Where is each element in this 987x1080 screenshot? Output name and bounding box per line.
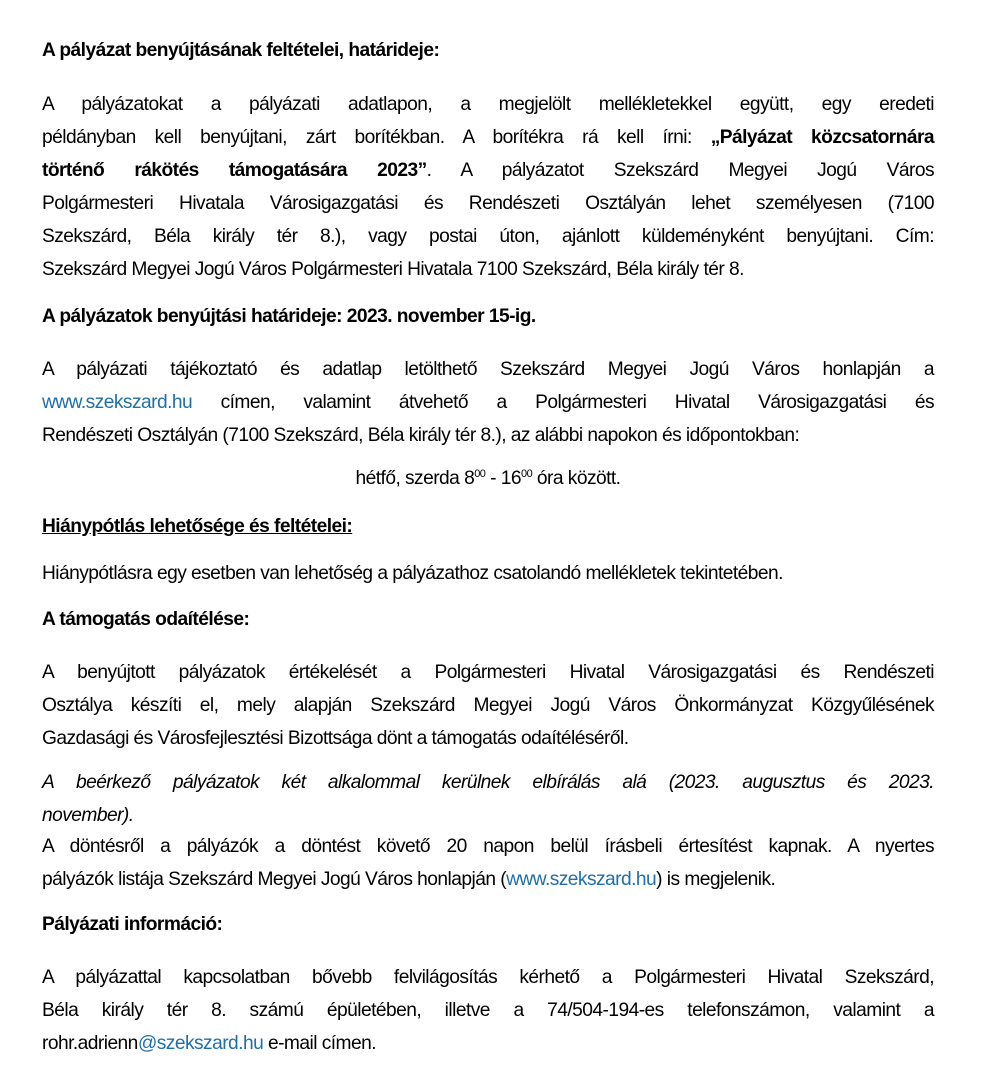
- conditions-line-5: Szekszárd, Béla király tér 8.), vagy postai úton, ajánlott küldeményként benyújtani. Cím:: [42, 226, 934, 247]
- conditions-paragraph: [42, 88, 934, 286]
- deficiency-text: Hiánypótlásra egy esetben van lehetőség a pályázathoz csatolandó mellékletek tekintetében.: [42, 563, 783, 584]
- info-line-3: [42, 1027, 934, 1060]
- deadline-heading: A pályázatok benyújtási határideje: 2023. november 15-ig.: [42, 306, 536, 327]
- conditions-line-2-text: példányban kell benyújtani, zárt borítékban. A borítékra rá kell írni:: [42, 127, 711, 148]
- evaluation-note: [42, 766, 934, 832]
- notice-line-2-prefix: pályázók listája Szekszárd Megyei Jogú Város honlapján (: [42, 869, 507, 890]
- hours-suffix: óra között.: [532, 468, 621, 489]
- deficiency-heading: Hiánypótlás lehetősége és feltételei:: [42, 516, 353, 537]
- award-line-3: Gazdasági és Városfejlesztési Bizottsága dönt a támogatás odaítéléséről.: [42, 728, 629, 749]
- email-user: rohr.adrienn: [42, 1033, 138, 1054]
- hours-mid: - 16: [485, 468, 521, 489]
- download-line-2-text: címen, valamint átvehető a Polgármesteri Hivatal Városigazgatási és: [192, 392, 934, 413]
- conditions-heading: A pályázat benyújtásának feltételei, határideje:: [42, 40, 440, 61]
- award-line-1: A benyújtott pályázatok értékelését a Polgármesteri Hivatal Városigazgatási és Rendészeti: [42, 662, 934, 683]
- email-domain-link[interactable]: @szekszard.hu: [137, 1033, 264, 1054]
- notice-line-1: A döntésről a pályázók a döntést követő 20 napon belül írásbeli értesítést kapnak. A nyertes: [42, 836, 934, 857]
- download-paragraph: [42, 353, 934, 452]
- conditions-line-1: A pályázatokat a pályázati adatlapon, a megjelölt mellékletekkel együtt, egy eredeti: [42, 94, 934, 115]
- conditions-line-3-text: . A pályázatot Szekszárd Megyei Jogú Város: [426, 160, 935, 181]
- info-line-3-suffix: e-mail címen.: [263, 1033, 376, 1054]
- conditions-line-6: Szekszárd Megyei Jogú Város Polgármesteri Hivatala 7100 Szekszárd, Béla király tér 8.: [42, 259, 744, 280]
- conditions-line-4: Polgármesteri Hivatala Városigazgatási és Rendészeti Osztályán lehet személyesen (7100: [42, 193, 934, 214]
- hours-start-minutes: 00: [474, 468, 486, 480]
- winners-website-link[interactable]: www.szekszard.hu: [506, 869, 657, 890]
- evaluation-note-line-1: A beérkező pályázatok két alkalommal kerülnek elbírálás alá (2023. augusztus és 2023.: [42, 772, 934, 793]
- website-link[interactable]: www.szekszard.hu: [42, 392, 193, 413]
- conditions-line-3: [42, 154, 934, 187]
- award-line-2: Osztálya készíti el, mely alapján Szekszárd Megyei Jogú Város Önkormányzat Közgyűlésének: [42, 695, 934, 716]
- hours-prefix: hétfő, szerda 8: [355, 468, 475, 489]
- office-hours: [42, 462, 934, 495]
- evaluation-note-line-2: november).: [42, 805, 134, 826]
- notice-line-2-suffix: ) is megjelenik.: [656, 869, 776, 890]
- envelope-title-part-1: „Pályázat közcsatornára: [710, 127, 935, 148]
- download-line-2: [42, 386, 934, 419]
- info-paragraph: [42, 961, 934, 1060]
- conditions-line-2: [42, 121, 934, 154]
- award-paragraph: [42, 656, 934, 755]
- download-line-1: A pályázati tájékoztató és adatlap letölthető Szekszárd Megyei Jogú Város honlapján a: [42, 359, 934, 380]
- notice-paragraph: [42, 830, 934, 896]
- hours-end-minutes: 00: [521, 468, 533, 480]
- info-line-2: Béla király tér 8. számú épületében, illetve a 74/504-194-es telefonszámon, valamint a: [42, 1000, 934, 1021]
- award-heading: A támogatás odaítélése:: [42, 609, 250, 630]
- info-line-1: A pályázattal kapcsolatban bővebb felvilágosítás kérhető a Polgármesteri Hivatal Szekszárd,: [42, 967, 934, 988]
- info-heading: Pályázati információ:: [42, 914, 223, 935]
- envelope-title-part-2: történő rákötés támogatására 2023”: [42, 160, 427, 181]
- download-line-3: Rendészeti Osztályán (7100 Szekszárd, Béla király tér 8.), az alábbi napokon és időpontokban:: [42, 425, 800, 446]
- notice-line-2: [42, 863, 934, 896]
